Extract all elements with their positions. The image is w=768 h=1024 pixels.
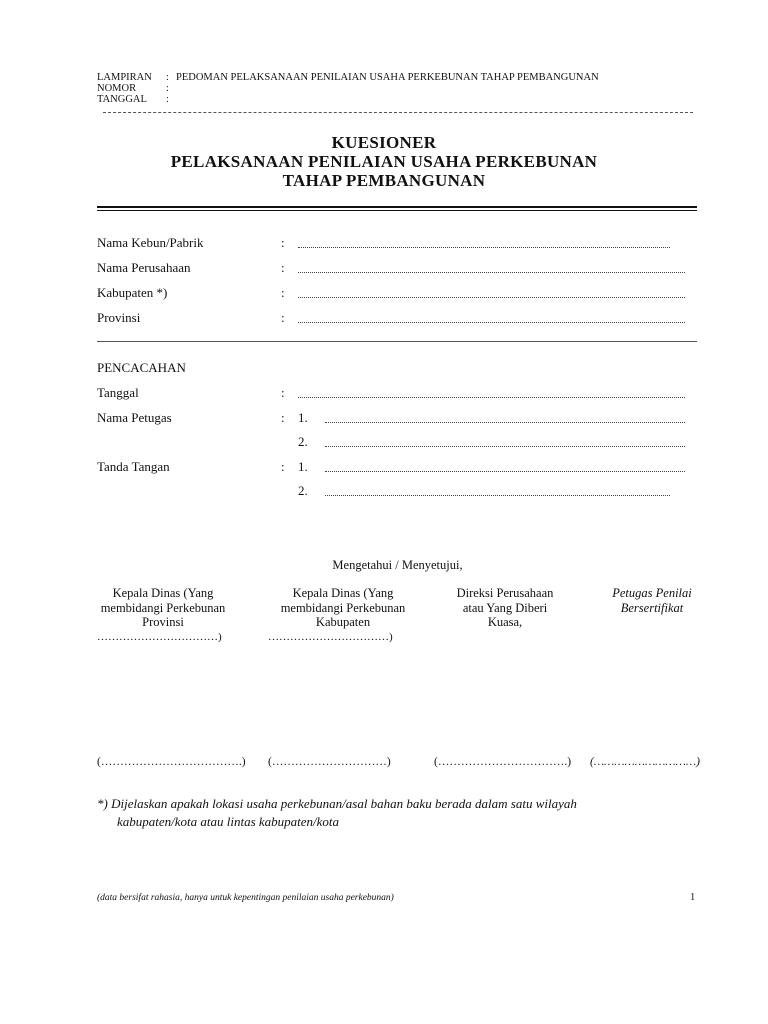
col-line: Kuasa, [487, 615, 523, 629]
field-blank[interactable] [298, 297, 685, 298]
signature-blank[interactable]: (……………………………….) [97, 756, 246, 768]
field-label: Kabupaten *) [97, 285, 168, 300]
col-line: membidangi Perkebunan [280, 600, 406, 615]
colon: : [166, 83, 169, 94]
field-label: Nama Perusahaan [97, 260, 191, 275]
col-line: Kabupaten [315, 615, 371, 629]
col-line: ……………………………) [268, 630, 393, 643]
colon: : [281, 459, 285, 474]
dashed-divider [103, 112, 693, 113]
field-label: Nama Kebun/Pabrik [97, 235, 204, 250]
nama-petugas-label: Nama Petugas [97, 410, 172, 425]
divider [97, 341, 697, 342]
number: 2. [298, 483, 308, 498]
col-line: Kepala Dinas (Yang [292, 586, 394, 600]
footer-note: (data bersifat rahasia, hanya untuk kepentingan penilaian usaha perkebunan) [97, 893, 394, 903]
colon: : [281, 260, 285, 275]
nomor-label: NOMOR [97, 83, 137, 94]
field-label: Provinsi [97, 310, 141, 325]
col-line: Provinsi [142, 615, 184, 629]
double-rule-top [97, 206, 697, 208]
colon: : [281, 235, 285, 250]
lampiran-label: LAMPIRAN [97, 72, 152, 83]
col-line: Bersertifikat [620, 600, 684, 615]
signature-blank[interactable]: (…………………………) [268, 756, 391, 768]
title-line-1: KUESIONER [331, 133, 437, 152]
colon: : [281, 410, 285, 425]
col-line: Direksi Perusahaan [456, 586, 554, 600]
colon: : [281, 385, 285, 400]
tanggal-blank[interactable] [298, 397, 685, 398]
field-blank[interactable] [298, 247, 670, 248]
title-line-2: PELAKSANAAN PENILAIAN USAHA PERKEBUNAN [170, 152, 598, 171]
tanda-tangan-2-blank[interactable] [325, 495, 670, 496]
lampiran-value: PEDOMAN PELAKSANAAN PENILAIAN USAHA PERKEBUNAN TAHAP PEMBANGUNAN [176, 72, 599, 83]
signature-blank[interactable]: (…………………………….) [434, 756, 572, 768]
field-blank[interactable] [298, 272, 685, 273]
approval-column [258, 586, 428, 644]
footnote-line-1: *) Dijelaskan apakah lokasi usaha perkebunan/asal bahan baku berada dalam satu wilayah [97, 796, 577, 811]
double-rule-bottom [97, 210, 697, 211]
tanggal-label: TANGGAL [97, 94, 147, 105]
pencacahan-heading: PENCACAHAN [97, 360, 186, 375]
field-blank[interactable] [298, 322, 685, 323]
col-line: atau Yang Diberi [462, 600, 548, 615]
approval-column [78, 586, 248, 644]
nama-petugas-1-blank[interactable] [325, 422, 685, 423]
col-line: membidangi Perkebunan [100, 600, 226, 615]
tanda-tangan-label: Tanda Tangan [97, 459, 170, 474]
page-number: 1 [690, 892, 696, 903]
nama-petugas-2-blank[interactable] [325, 446, 685, 447]
colon: : [281, 310, 285, 325]
footnote-line-2: kabupaten/kota atau lintas kabupaten/kota [117, 814, 340, 829]
approval-column [420, 586, 590, 630]
colon: : [166, 72, 169, 83]
tanggal-label: Tanggal [97, 385, 139, 400]
approval-column [567, 586, 737, 615]
number: 2. [298, 434, 308, 449]
col-line: ……………………………) [97, 630, 222, 643]
col-line: Petugas Penilai [612, 586, 692, 600]
signature-blank[interactable]: (…………………………) [590, 756, 700, 768]
number: 1. [298, 459, 308, 474]
number: 1. [298, 410, 308, 425]
colon: : [281, 285, 285, 300]
colon: : [166, 94, 169, 105]
col-line: Kepala Dinas (Yang [112, 586, 214, 600]
tanda-tangan-1-blank[interactable] [325, 471, 685, 472]
title-line-3: TAHAP PEMBANGUNAN [282, 171, 486, 190]
approval-heading: Mengetahui / Menyetujui, [332, 558, 463, 572]
